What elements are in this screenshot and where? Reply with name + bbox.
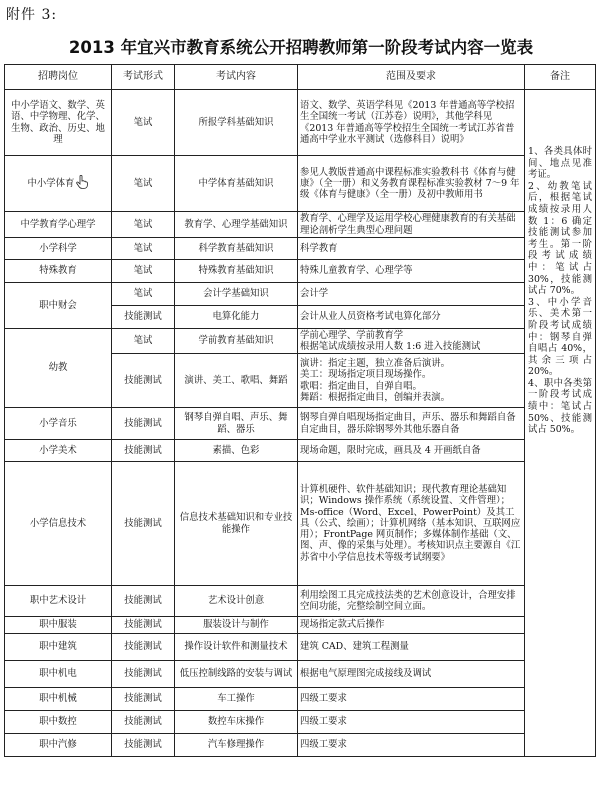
content-cell: 所报学科基础知识 xyxy=(175,90,298,156)
post-cell: 小学音乐 xyxy=(5,408,112,440)
form-cell: 技能测试 xyxy=(112,711,175,734)
form-cell: 技能测试 xyxy=(112,354,175,408)
content-cell: 科学教育基础知识 xyxy=(175,238,298,260)
form-cell: 技能测试 xyxy=(112,306,175,329)
header-content: 考试内容 xyxy=(175,65,298,90)
form-cell: 技能测试 xyxy=(112,440,175,462)
table-row xyxy=(5,440,596,462)
scope-cell: 四级工要求 xyxy=(298,734,525,757)
scope-cell: 利用绘图工具完成技法类的艺术创意设计，合理安排空间功能，完整绘制空间立面。 xyxy=(298,586,525,617)
scope-cell: 会计学 xyxy=(298,283,525,306)
scope-cell: 钢琴自弹自唱现场指定曲目，声乐、器乐和舞蹈自备自定曲目，器乐除钢琴外其他乐器自备 xyxy=(298,408,525,440)
table-row xyxy=(5,260,596,283)
form-cell: 笔试 xyxy=(112,329,175,354)
content-cell: 钢琴自弹自唱、声乐、舞蹈、器乐 xyxy=(175,408,298,440)
form-cell: 笔试 xyxy=(112,90,175,156)
table-row xyxy=(5,238,596,260)
table-row xyxy=(5,634,596,661)
table-row xyxy=(5,408,596,440)
post-cell: 职中财会 xyxy=(5,283,112,329)
scope-cell: 演讲：指定主题，独立准备后演讲。 美工：现场指定项目现场操作。 歌唱：指定曲目，自弹自唱。 舞蹈：根据指定曲目，创编并表演。 xyxy=(298,354,525,408)
post-text: 中小学体育 xyxy=(27,178,75,189)
header-form: 考试形式 xyxy=(112,65,175,90)
form-cell: 技能测试 xyxy=(112,617,175,634)
post-cell: 职中机械 xyxy=(5,688,112,711)
table-row xyxy=(5,688,596,711)
post-cell: 职中机电 xyxy=(5,661,112,688)
scope-cell: 四级工要求 xyxy=(298,711,525,734)
scope-cell: 四级工要求 xyxy=(298,688,525,711)
scope-cell: 科学教育 xyxy=(298,238,525,260)
content-cell: 学前教育基础知识 xyxy=(175,329,298,354)
form-cell: 笔试 xyxy=(112,283,175,306)
content-cell: 特殊教育基础知识 xyxy=(175,260,298,283)
table-row xyxy=(5,734,596,757)
header-post: 招聘岗位 xyxy=(5,65,112,90)
table-header-row xyxy=(5,65,596,90)
scope-cell: 建筑 CAD、建筑工程测量 xyxy=(298,634,525,661)
form-cell: 笔试 xyxy=(112,212,175,238)
table-row xyxy=(5,212,596,238)
table-row xyxy=(5,462,596,586)
content-cell: 素描、色彩 xyxy=(175,440,298,462)
form-cell: 笔试 xyxy=(112,260,175,283)
content-cell: 服装设计与制作 xyxy=(175,617,298,634)
table-row xyxy=(5,90,596,156)
page-title: 2013 年宜兴市教育系统公开招聘教师第一阶段考试内容一览表 xyxy=(68,38,534,57)
content-cell: 车工操作 xyxy=(175,688,298,711)
form-cell: 技能测试 xyxy=(112,734,175,757)
scope-cell: 学前心理学、学前教育学 根据笔试成绩按录用人数 1:6 进入技能测试 xyxy=(298,329,525,354)
post-cell: 职中艺术设计 xyxy=(5,586,112,617)
scope-cell: 教育学、心理学及运用学校心理健康教育的有关基础理论剖析学生典型心理问题 xyxy=(298,212,525,238)
scope-cell: 语文、数学、英语学科见《2013 年普通高等学校招生全国统一考试（江苏卷）说明》，其他学科见《2013 年普通高等学校招生全国统一考试江苏省普通高中学业水平测试（选修科目）说明》 xyxy=(298,90,525,156)
content-cell: 中学体育基础知识 xyxy=(175,156,298,212)
form-cell: 技能测试 xyxy=(112,462,175,586)
scope-cell: 计算机硬件、软件基础知识；现代教育理论基础知识；Windows 操作系统（系统设置、文件管理）；Ms-office（Word、Excel、PowerPoint）及其工具（公式、绘画）；计算机网络（基本知识、互联网应用）；FrontPage 网页制作；多媒体制作基础（文、图、声、像的采集与处理）。考核知识点主要源自《江苏省中小学信息技术等级考试纲要》 xyxy=(298,462,525,586)
content-cell: 数控车床操作 xyxy=(175,711,298,734)
scope-cell: 根据电气原理图完成接线及调试 xyxy=(298,661,525,688)
header-scope: 范围及要求 xyxy=(298,65,525,90)
form-cell: 技能测试 xyxy=(112,408,175,440)
content-cell: 低压控制线路的安装与调试 xyxy=(175,661,298,688)
table-row xyxy=(5,283,596,306)
header-note: 备注 xyxy=(525,65,596,90)
post-cell: 职中数控 xyxy=(5,711,112,734)
form-cell: 技能测试 xyxy=(112,634,175,661)
content-cell: 操作设计软件和测量技术 xyxy=(175,634,298,661)
note-text: 1、各类具体时间、地点见准考证。 2、幼教笔试后，根据笔试成绩按录用人数 1：6 确定技能测试参加考生。第一阶段考试成绩中：笔试占 30%，技能测试占 70%。 3、中小学音乐、美术第一阶段考试成绩中：钢琴自弹自唱占 40%，其余三项占 20%。 4、职中各类第一阶段考试成绩中：笔试占 50%、技能测试占 50%。 xyxy=(528,146,592,436)
scope-cell: 参见人教版普通高中课程标准实验教科书《体育与健康》（全一册）和义务教育课程标准实验教材 7～9 年级《体育与健康》（全一册）及初中教师用书 xyxy=(298,156,525,212)
table-row xyxy=(5,156,596,212)
post-cell: 小学美术 xyxy=(5,440,112,462)
post-cell: 小学信息技术 xyxy=(5,462,112,586)
post-cell: 幼教 xyxy=(5,329,112,408)
post-cell: 职中建筑 xyxy=(5,634,112,661)
form-cell: 笔试 xyxy=(112,238,175,260)
content-cell: 艺术设计创意 xyxy=(175,586,298,617)
post-cell xyxy=(5,156,112,212)
note-cell xyxy=(525,90,596,757)
content-cell: 会计学基础知识 xyxy=(175,283,298,306)
scope-cell: 特殊儿童教育学、心理学等 xyxy=(298,260,525,283)
table-row xyxy=(5,329,596,354)
table-row xyxy=(5,661,596,688)
post-cell: 中小学语文、数学、英语、中学物理、化学、生物、政治、历史、地理 xyxy=(5,90,112,156)
post-cell: 小学科学 xyxy=(5,238,112,260)
hand-pointer-icon xyxy=(76,175,88,192)
content-cell: 教育学、心理学基础知识 xyxy=(175,212,298,238)
table-row xyxy=(5,586,596,617)
attachment-label: 附件 3: xyxy=(6,7,58,23)
content-cell: 汽车修理操作 xyxy=(175,734,298,757)
form-cell: 技能测试 xyxy=(112,661,175,688)
exam-content-table xyxy=(4,64,596,757)
form-cell: 技能测试 xyxy=(112,586,175,617)
post-cell: 中学教育学心理学 xyxy=(5,212,112,238)
post-cell: 职中汽修 xyxy=(5,734,112,757)
table-row xyxy=(5,617,596,634)
scope-cell: 现场命题，限时完成，画具及 4 开画纸自备 xyxy=(298,440,525,462)
scope-cell: 现场指定款式后操作 xyxy=(298,617,525,634)
content-cell: 信息技术基础知识和专业技能操作 xyxy=(175,462,298,586)
post-cell: 职中服装 xyxy=(5,617,112,634)
form-cell: 技能测试 xyxy=(112,688,175,711)
scope-cell: 会计从业人员资格考试电算化部分 xyxy=(298,306,525,329)
form-cell: 笔试 xyxy=(112,156,175,212)
table-row xyxy=(5,711,596,734)
post-cell: 特殊教育 xyxy=(5,260,112,283)
content-cell: 演讲、美工、歌唱、舞蹈 xyxy=(175,354,298,408)
content-cell: 电算化能力 xyxy=(175,306,298,329)
